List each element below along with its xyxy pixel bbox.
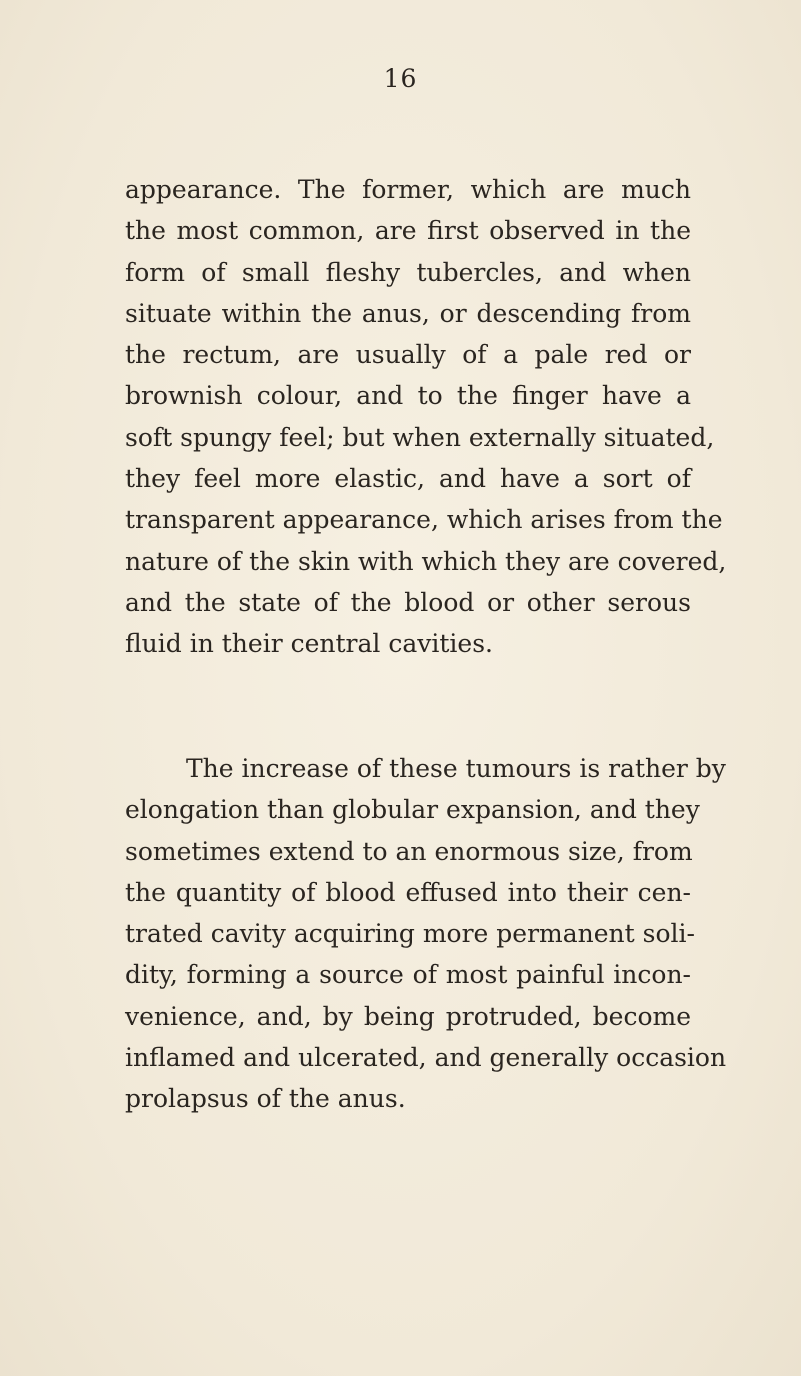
- text-line: the quantity of blood effused into their cen-: [125, 877, 691, 907]
- text-line: fluid in their central cavities.: [125, 629, 493, 659]
- text-line: venience, and, by being protruded, become: [125, 1001, 691, 1031]
- paragraph-1: [125, 169, 727, 665]
- text-line: form of small fleshy tubercles, and when: [125, 257, 691, 287]
- text-line: the rectum, are usually of a pale red or: [125, 340, 691, 370]
- text-line: prolapsus of the anus.: [125, 1084, 406, 1114]
- text-line: situate within the anus, or descending from: [125, 298, 691, 328]
- text-line: nature of the skin with which they are covered,: [125, 546, 727, 576]
- text-line: dity, forming a source of most painful incon-: [125, 960, 691, 990]
- text-line: and the state of the blood or other serous: [125, 587, 691, 617]
- text-line: trated cavity acquiring more permanent soli-: [125, 919, 695, 949]
- text-line: sometimes extend to an enormous size, from: [125, 836, 693, 866]
- text-line: elongation than globular expansion, and they: [125, 795, 700, 825]
- text-line: they feel more elastic, and have a sort of: [125, 464, 691, 494]
- text-line: appearance. The former, which are much: [125, 175, 691, 204]
- paragraph-2: [125, 748, 727, 1120]
- page-number: 16: [383, 64, 418, 93]
- text-line: the most common, are first observed in the: [125, 216, 691, 246]
- text-line: transparent appearance, which arises from the: [125, 505, 723, 535]
- text-line: soft spungy feel; but when externally situated,: [125, 422, 715, 452]
- text-line: inflamed and ulcerated, and generally occasion: [125, 1043, 727, 1073]
- text-line: The increase of these tumours is rather by: [186, 754, 726, 783]
- text-line: brownish colour, and to the finger have a: [125, 381, 691, 411]
